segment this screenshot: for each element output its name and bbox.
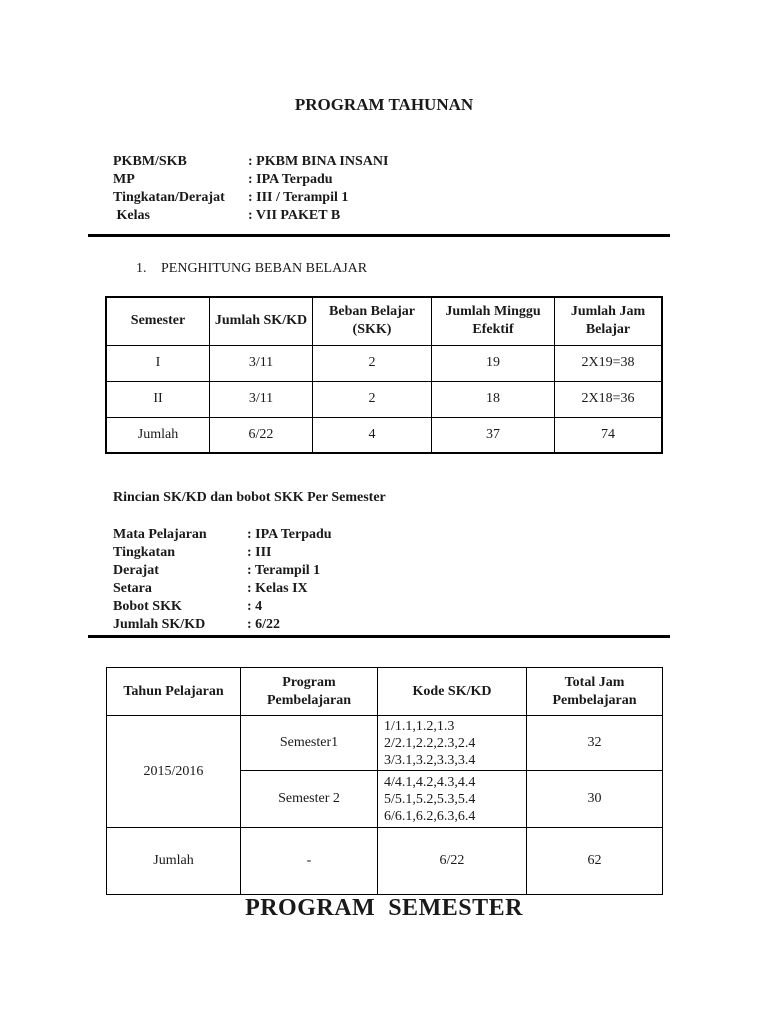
kode-line: 2/2.1,2.2,2.3,2.4: [384, 735, 476, 751]
header-info: [113, 153, 513, 229]
table-header-cell: Jumlah SK/KD: [210, 297, 313, 345]
table-header-row: [107, 668, 663, 716]
table-cell: -: [241, 828, 378, 895]
table-cell: 62: [527, 828, 663, 895]
table-cell: 3/11: [210, 381, 313, 417]
info-label: Kelas: [113, 208, 150, 223]
table-cell: 2X19=38: [555, 345, 663, 381]
kode-line: 5/5.1,5.2,5.3,5.4: [384, 791, 476, 807]
table-row: [106, 345, 662, 381]
table-cell: 18: [432, 381, 555, 417]
table-cell: I: [106, 345, 210, 381]
table-row: [107, 716, 663, 771]
detail-value: : IPA Terpadu: [247, 527, 332, 542]
divider-rule: [88, 635, 670, 638]
table-row: [106, 417, 662, 453]
divider-rule: [88, 234, 670, 237]
table-header-cell: Jumlah Jam Belajar: [555, 297, 663, 345]
table-cell-kode: [378, 716, 527, 771]
section-number: 1.: [136, 261, 147, 276]
footer-title: PROGRAM SEMESTER: [245, 895, 523, 921]
detail-value: : 4: [247, 599, 263, 614]
detail-value: : 6/22: [247, 617, 281, 632]
page-title: PROGRAM TAHUNAN: [294, 95, 474, 114]
table-header-cell: Kode SK/KD: [378, 668, 527, 716]
table-cell: Semester1: [241, 716, 378, 771]
table-cell: 30: [527, 771, 663, 828]
info-label: PKBM/SKB: [113, 154, 187, 169]
table-header-cell: Jumlah Minggu Efektif: [432, 297, 555, 345]
table-cell: 2: [313, 381, 432, 417]
section-title: PENGHITUNG BEBAN BELAJAR: [161, 261, 368, 276]
table-cell: 3/11: [210, 345, 313, 381]
kode-line: 3/3.1,3.2,3.3,3.4: [384, 752, 476, 768]
rincian-title: Rincian SK/KD dan bobot SKK Per Semester: [113, 490, 386, 505]
info-label: MP: [113, 172, 135, 187]
table-row: [107, 828, 663, 895]
detail-label: Derajat: [113, 563, 159, 578]
table-header-cell: Program Pembelajaran: [241, 668, 378, 716]
table-cell: 6/22: [210, 417, 313, 453]
detail-value: : Kelas IX: [247, 581, 308, 596]
detail-value: : Terampil 1: [247, 563, 321, 578]
detail-label: Jumlah SK/KD: [113, 617, 206, 632]
info-value: : PKBM BINA INSANI: [248, 154, 389, 169]
detail-label: Setara: [113, 581, 152, 596]
detail-value: : III: [247, 545, 272, 560]
table-cell: 32: [527, 716, 663, 771]
info-label: Tingkatan/Derajat: [113, 190, 225, 205]
kode-line: 6/6.1,6.2,6.3,6.4: [384, 808, 476, 824]
table-header-cell: Tahun Pelajaran: [107, 668, 241, 716]
table-cell: II: [106, 381, 210, 417]
detail-label: Mata Pelajaran: [113, 527, 207, 542]
table-header-cell: Semester: [106, 297, 210, 345]
kode-line: 4/4.1,4.2,4.3,4.4: [384, 774, 476, 790]
table-header-cell: Beban Belajar (SKK): [313, 297, 432, 345]
table-cell: 74: [555, 417, 663, 453]
table-cell: 4: [313, 417, 432, 453]
beban-belajar-table: [105, 296, 663, 454]
table-header-row: [106, 297, 662, 345]
table-cell: 2X18=36: [555, 381, 663, 417]
table-cell: 19: [432, 345, 555, 381]
table-cell: 37: [432, 417, 555, 453]
table-cell: Semester 2: [241, 771, 378, 828]
table-cell-kode: [378, 771, 527, 828]
info-value: : VII PAKET B: [248, 208, 341, 223]
table-cell: 6/22: [378, 828, 527, 895]
detail-label: Tingkatan: [113, 545, 175, 560]
table-cell: Jumlah: [106, 417, 210, 453]
info-value: : IPA Terpadu: [248, 172, 333, 187]
kode-line: 1/1.1,1.2,1.3: [384, 718, 455, 734]
rincian-table: [106, 667, 663, 895]
table-row: [106, 381, 662, 417]
info-value: : III / Terampil 1: [248, 190, 349, 205]
table-cell: 2: [313, 345, 432, 381]
table-cell-year: 2015/2016: [107, 716, 241, 828]
table-cell: Jumlah: [107, 828, 241, 895]
table-header-cell: Total Jam Pembelajaran: [527, 668, 663, 716]
detail-info: [113, 526, 513, 634]
detail-label: Bobot SKK: [113, 599, 182, 614]
